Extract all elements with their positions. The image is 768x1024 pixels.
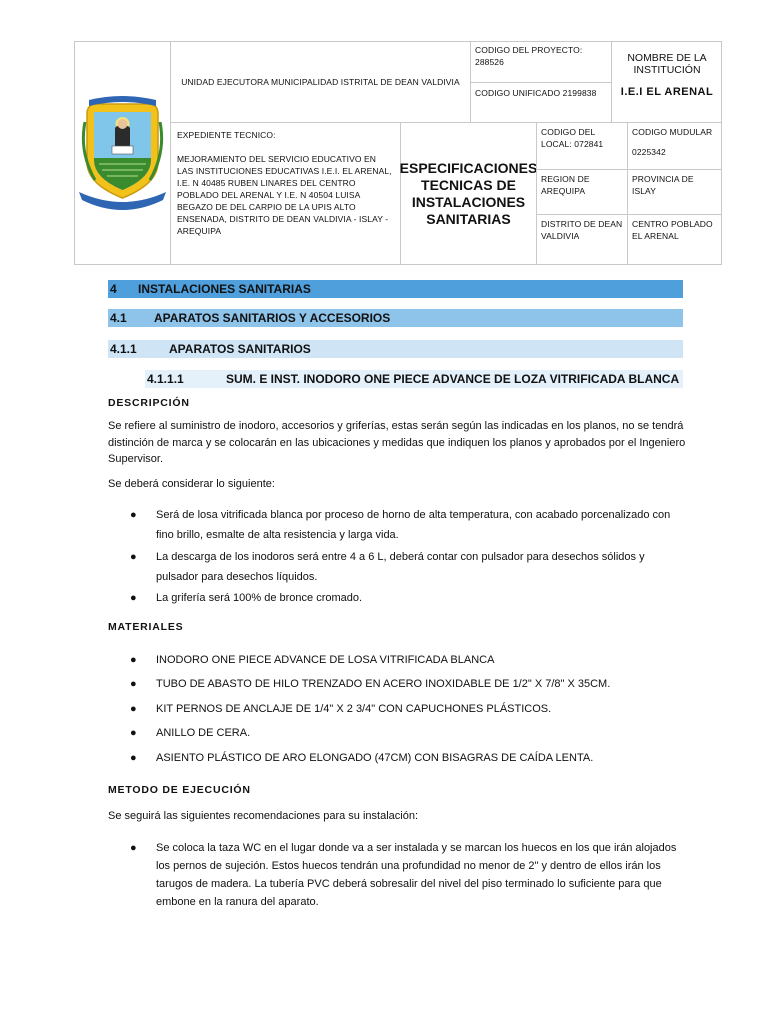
unified-code: CODIGO UNIFICADO 2199838 (470, 82, 611, 122)
section-title: APARATOS SANITARIOS Y ACCESORIOS (154, 311, 391, 325)
modular-code-label: CODIGO MUDULAR (632, 127, 713, 137)
section-title: APARATOS SANITARIOS (169, 342, 311, 356)
descripcion-paragraph: Se refiere al suministro de inodoro, accesorios y griferías, estas serán según las indicadas en los planos, no se tendrá distinción de marca y se colocarán en las ubicaciones y medidas que indiquen los planos y aprobados por el Ingeniero Supervisor. (108, 420, 686, 465)
specifications-title: ESPECIFICACIONES TECNICAS DE INSTALACIONES SANITARIAS (400, 122, 536, 264)
list-item-text: TUBO DE ABASTO DE HILO TRENZADO EN ACERO INOXIDABLE DE 1/2" X 7/8" X 35CM. (156, 678, 611, 690)
bullet-icon: ● (130, 654, 137, 666)
bullet-icon: ● (130, 842, 137, 854)
institution-name: I.E.I EL ARENAL (620, 86, 714, 98)
list-item-text: ANILLO DE CERA. (156, 727, 251, 739)
modular-code: 0225342 (632, 147, 666, 157)
bullet-icon: ● (130, 551, 137, 563)
expediente-cell (170, 122, 400, 264)
bullet-icon: ● (130, 509, 137, 521)
executing-unit: UNIDAD EJECUTORA MUNICIPALIDAD ISTRITAL DE DEAN VALDIVIA (170, 42, 470, 122)
section-title: SUM. E INST. INODORO ONE PIECE ADVANCE DE LOZA VITRIFICADA BLANCA (226, 372, 680, 386)
local-code: CODIGO DEL LOCAL: 072841 (536, 122, 627, 169)
bullet-icon: ● (130, 727, 137, 739)
metodo-intro: Se seguirá las siguientes recomendaciones para su instalación: (108, 810, 419, 822)
bullet-icon: ● (130, 592, 137, 604)
expediente-label: EXPEDIENTE TECNICO: (177, 130, 276, 140)
section-number: 4.1.1.1 (147, 372, 184, 386)
document-header-table (74, 41, 722, 265)
region: REGION DE AREQUIPA (536, 169, 627, 214)
section-number: 4.1.1 (110, 342, 137, 356)
municipal-coat-of-arms-logo (75, 42, 170, 264)
list-item-text: INODORO ONE PIECE ADVANCE DE LOSA VITRIFICADA BLANCA (156, 654, 495, 666)
list-item-text: ASIENTO PLÁSTICO DE ARO ELONGADO (47CM) CON BISAGRAS DE CAÍDA LENTA. (156, 752, 594, 764)
list-item-text: Será de losa vitrificada blanca por proceso de horno de alta temperatura, con acabado porcenalizado con fino brillo, esmalte de alta resistencia y larga vida. (156, 509, 671, 541)
institution-name-label: NOMBRE DE LA INSTITUCIÓN (627, 52, 707, 76)
descripcion-heading: DESCRIPCIÓN (108, 397, 190, 409)
section-heading-4 (108, 280, 683, 298)
expediente-text: MEJORAMIENTO DEL SERVICIO EDUCATIVO EN LAS INSTITUCIONES EDUCATIVAS I.E.I. EL ARENAL, I.E. N 40485 RUBEN LINARES DEL CENTRO POBLADO DEL ARENAL Y I.E. N 40504 LUISA BEGAZO DE DEL CARPIO DE LA UPIS ALTO ENSENADA, DISTRITO DE DEAN VALDIVIA - ISLAY - AREQUIPA (177, 154, 392, 236)
section-heading-4-1 (108, 309, 683, 327)
section-title: INSTALACIONES SANITARIAS (138, 282, 311, 296)
bullet-icon: ● (130, 678, 137, 690)
section-heading-4-1-1-1 (145, 370, 683, 388)
list-item-text: La descarga de los inodoros será entre 4 a 6 L, deberá contar con pulsador para desechos sólidos y pulsador para desechos líquidos. (156, 551, 645, 583)
list-item-text: La grifería será 100% de bronce cromado. (156, 592, 363, 604)
list-item-text: KIT PERNOS DE ANCLAJE DE 1/4" X 2 3/4" CON CAPUCHONES PLÁSTICOS. (156, 703, 552, 715)
populated-center: CENTRO POBLADO EL ARENAL (627, 214, 722, 264)
institution-name-cell (611, 42, 722, 122)
metodo-heading: METODO DE EJECUCIÓN (108, 784, 251, 796)
section-number: 4 (110, 282, 117, 296)
list-item-text: Se coloca la taza WC en el lugar donde va a ser instalada y se marcan los huecos en los que irán alojados los pernos de sujeción. Estos huecos tendrán una profundidad no menor de 2" y dentro de ellos irán los tarugos de madera. La tubería PVC deberá sobresalir del nivel del piso terminado lo suficiente para que embone en la ranura del aparato. (156, 842, 677, 908)
section-heading-4-1-1 (108, 340, 683, 358)
bullet-icon: ● (130, 752, 137, 764)
district: DISTRITO DE DEAN VALDIVIA (536, 214, 627, 264)
materiales-heading: MATERIALES (108, 621, 184, 633)
descripcion-intro: Se deberá considerar lo siguiente: (108, 478, 275, 490)
section-number: 4.1 (110, 311, 127, 325)
municipal-logo-cell (75, 42, 170, 264)
project-code: CODIGO DEL PROYECTO: 288526 (470, 42, 611, 82)
bullet-icon: ● (130, 703, 137, 715)
modular-code-cell (627, 122, 722, 169)
province: PROVINCIA DE ISLAY (627, 169, 722, 214)
